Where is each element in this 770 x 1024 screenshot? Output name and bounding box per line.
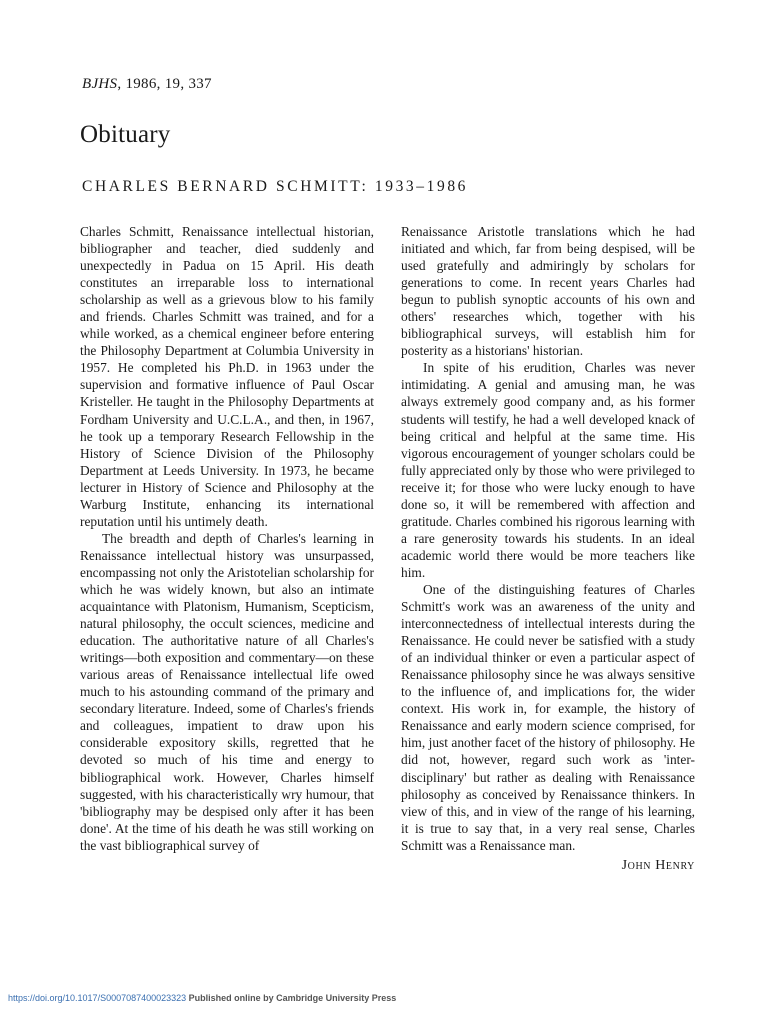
right-column (401, 223, 695, 874)
paragraph: The breadth and depth of Charles's learning in Renaissance intellectual history was unsurpassed, encompassing not only the Aristotelian scholarship for which he was widely known, but also an intimate acquaintance with Platonism, Humanism, Scepticism, natural philosophy, the occult sciences, medicine and education. The authoritative nature of all Charles's writings—both exposition and commentary—on these various areas of Renaissance intellectual life owed much to his astounding command of the primary and secondary literature. Indeed, some of Charles's friends and colleagues, impatient to draw upon his considerable expository skills, regretted that he devoted so much of his time and energy to bibliographical work. However, Charles himself suggested, with his characteristically wry humour, that 'bibliography may be despised only after it has been done'. At the time of his death he was still working on the vast bibliographical survey of (80, 530, 374, 853)
paragraph: Charles Schmitt, Renaissance intellectual historian, bibliographer and teacher, died suddenly and unexpectedly in Padua on 15 April. His death constitutes an irreparable loss to international scholarship as well as a grievous blow to his family and friends. Charles Schmitt was trained, and for a while worked, as a chemical engineer before entering the Philosophy Department at Columbia University in 1957. He completed his Ph.D. in 1963 under the supervision and formative influence of Paul Oscar Kristeller. He taught in the Philosophy Departments at Fordham University and U.C.L.A., and then, in 1967, he took up a temporary Research Fellowship in the History of Science Division of the Philosophy Department at Leeds University. In 1973, he became lecturer in History of Science and Philosophy at the Warburg Institute, enhancing its international reputation until his untimely death. (80, 224, 374, 529)
author-signature: John Henry (621, 857, 695, 873)
paragraph: In spite of his erudition, Charles was never intimidating. A genial and amusing man, he was always extremely good company and, as his former students will testify, he had a well developed knack of being critical and helpful at the same time. His vigorous encouragement of younger scholars could be fully appreciated only by those who were privileged to receive it; for those who were lucky enough to have done so, it will be remembered with affection and gratitude. Charles combined his rigorous learning with a rare generosity towards his students. In an ideal academic world there would be more teachers like him. (401, 360, 695, 580)
obituary-heading: CHARLES BERNARD SCHMITT: 1933–1986 (82, 178, 469, 195)
journal-citation (82, 76, 212, 93)
citation-details: , 1986, 19, 337 (117, 76, 212, 92)
publisher-note: Published online by Cambridge University Press (186, 993, 397, 1003)
paragraph: Renaissance Aristotle translations which he had initiated and which, far from being despised, will be used gratefully and admiringly by scholars for generations to come. In recent years Charles had begun to publish synoptic accounts of his own and others' researches which, together with his bibliographical surveys, will establish him for posterity as a historians' historian. (401, 224, 695, 359)
journal-name: BJHS (82, 76, 118, 92)
doi-link[interactable]: https://doi.org/10.1017/S0007087400023323 (8, 993, 187, 1003)
left-column (80, 223, 374, 854)
page-footer (8, 993, 396, 1003)
section-title: Obituary (80, 121, 171, 148)
paragraph: One of the distinguishing features of Charles Schmitt's work was an awareness of the unity and interconnectedness of intellectual interests during the Renaissance. He could never be satisfied with a study of an individual thinker or even a particular aspect of Renaissance philosophy since he was always sensitive to the influence of, and implications for, the wider context. His work in, for example, the history of Renaissance and early modern science comprised, for him, just another facet of the history of philosophy. He did not, however, regard such work as 'inter-disciplinary' but rather as dealing with Renaissance philosophy as conceived by Renaissance thinkers. In view of this, and in view of the range of his learning, it is true to say that, in a very real sense, Charles Schmitt was a Renaissance man. (401, 581, 695, 853)
